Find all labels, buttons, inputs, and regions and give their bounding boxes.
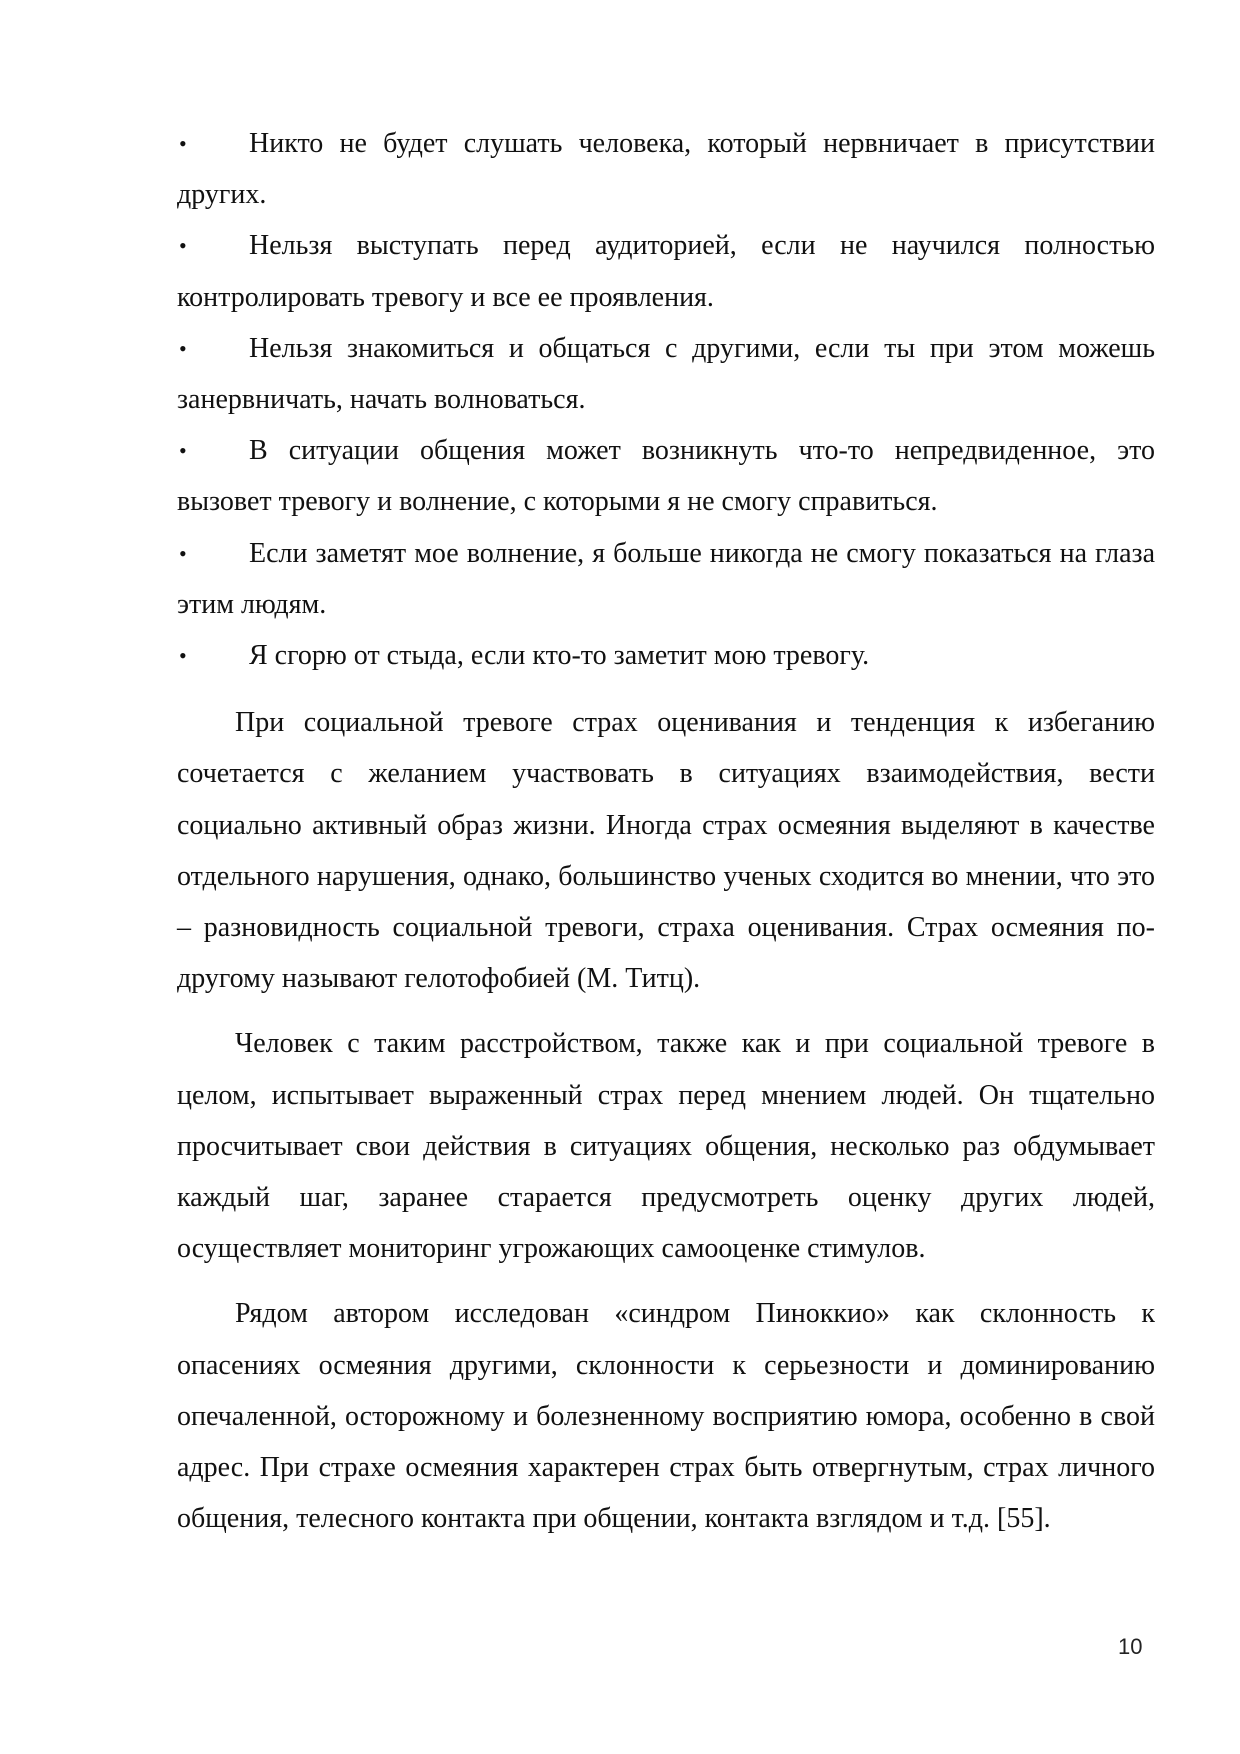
paragraph-social-anxiety: При социальной тревоге страх оценивания и тенденция к избеганию сочетается с желанием участвовать в ситуациях взаимодействия, вести социально активный образ жизни. Иногда страх осмеяния выделяют в качестве отдельного нарушения, однако, большинство ученых сходится во мнении, что это – разновидность социальной тревоги, страха оценивания. Страх осмеяния по-другому называют гелотофобией (М. Титц).: [177, 707, 1155, 995]
bullet-item: [177, 220, 1155, 322]
paragraph-disorder-description: Человек с таким расстройством, также как и при социальной тревоге в целом, испытывает выраженный страх перед мнением людей. Он тщательно просчитывает свои действия в ситуациях общения, несколько раз обдумывает каждый шаг, заранее старается предусмотреть оценку других людей, осуществляет мониторинг угрожающих самооценке стимулов.: [177, 1028, 1155, 1265]
bullet-icon: •: [179, 540, 187, 566]
bullet-text: Если заметят мое волнение, я больше никогда не смогу показаться на глаза этим людям.: [177, 537, 1155, 620]
page-number: 10: [1118, 1634, 1143, 1659]
bullet-icon: •: [179, 131, 187, 156]
bullet-item: [177, 323, 1155, 425]
bullet-icon: •: [179, 335, 187, 361]
bullet-list: [177, 118, 1155, 681]
bullet-item: [177, 118, 1155, 220]
bullet-text: Я сгорю от стыда, если кто-то заметит мою тревогу.: [249, 640, 870, 672]
bullet-text: В ситуации общения может возникнуть что-то непредвиденное, это вызовет тревогу и волнение, с которыми я не смогу справиться.: [177, 435, 1155, 518]
bullet-icon: •: [179, 643, 187, 669]
bullet-text: Нельзя выступать перед аудиторией, если не научился полностью контролировать тревогу и все ее проявления.: [177, 230, 1155, 313]
page-content: [177, 118, 1155, 1544]
bullet-icon: •: [179, 233, 187, 259]
bullet-item: [177, 630, 1155, 681]
bullet-icon: •: [179, 438, 187, 464]
bullet-text: Никто не будет слушать человека, который нервничает в присутствии других.: [177, 128, 1155, 211]
bullet-item: [177, 425, 1155, 527]
paragraph-pinocchio-syndrome: Рядом автором исследован «синдром Пиноккио» как склонность к опасениях осмеяния другими, склонности к серьезности и доминированию опечаленной, осторожному и болезненному восприятию юмора, особенно в свой адрес. При страхе осмеяния характерен страх быть отвергнутым, страх личного общения, телесного контакта при общении, контакта взглядом и т.д. [55].: [177, 1298, 1155, 1535]
bullet-text: Нельзя знакомиться и общаться с другими, если ты при этом можешь занервничать, начать волноваться.: [177, 332, 1155, 416]
bullet-item: [177, 528, 1155, 630]
